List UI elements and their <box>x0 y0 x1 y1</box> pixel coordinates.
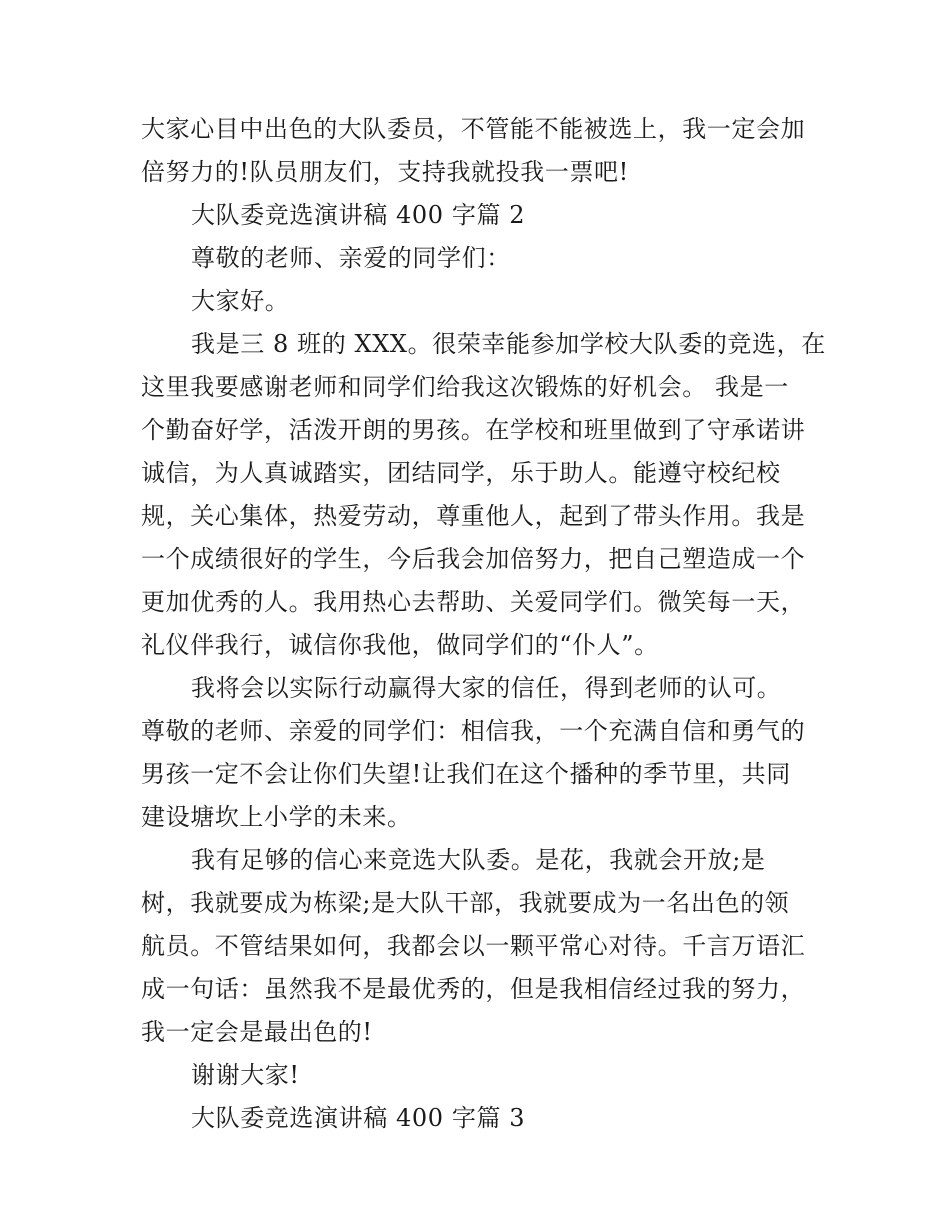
text-line: 航员。不管结果如何，我都会以一颗平常心对待。千言万语汇 <box>141 932 806 960</box>
speech-text-body <box>141 108 826 1140</box>
text-line: 我将会以实际行动赢得大家的信任，得到老师的认可。 <box>191 674 782 702</box>
greeting: 大家好。 <box>191 287 290 315</box>
text-line: 更加优秀的人。我用热心去帮助、关爱同学们。微笑每一天， <box>141 588 806 616</box>
text-line: 一个成绩很好的学生，今后我会加倍努力，把自己塑造成一个 <box>141 545 806 573</box>
salutation: 尊敬的老师、亲爱的同学们： <box>191 244 511 272</box>
text-line: 成一句话：虽然我不是最优秀的，但是我相信经过我的努力， <box>141 975 806 1003</box>
text-line: 我有足够的信心来竞选大队委。是花，我就会开放;是 <box>191 846 766 874</box>
text-line: 个勤奋好学，活泼开朗的男孩。在学校和班里做到了守承诺讲 <box>141 416 806 444</box>
text-line: 诚信，为人真诚踏实，团结同学，乐于助人。能遵守校纪校 <box>141 459 781 487</box>
text-line: 倍努力的!队员朋友们，支持我就投我一票吧! <box>141 158 629 186</box>
text-line: 男孩一定不会让你们失望!让我们在这个播种的季节里，共同 <box>141 760 791 788</box>
text-line: 树，我就要成为栋梁;是大队干部，我就要成为一名出色的领 <box>141 889 790 917</box>
text-line: 这里我要感谢老师和同学们给我这次锻炼的好机会。 我是一 <box>141 373 789 401</box>
section-heading-2: 大队委竞选演讲稿 400 字篇 2 <box>191 201 526 229</box>
text-line: 我一定会是最出色的! <box>141 1018 373 1046</box>
text-line: 尊敬的老师、亲爱的同学们：相信我，一个充满自信和勇气的 <box>141 717 806 745</box>
text-line: 规，关心集体，热爱劳动，尊重他人，起到了带头作用。我是 <box>141 502 806 530</box>
text-line: 礼仪伴我行，诚信你我他，做同学们的“仆人”。 <box>141 631 659 659</box>
text-line: 大家心目中出色的大队委员，不管能不能被选上，我一定会加 <box>141 115 806 143</box>
closing-thanks: 谢谢大家! <box>191 1061 300 1089</box>
text-line: 我是三 8 班的 XXX。很荣幸能参加学校大队委的竞选，在 <box>191 330 826 358</box>
text-line: 建设塘坎上小学的未来。 <box>141 803 412 831</box>
section-heading-3: 大队委竞选演讲稿 400 字篇 3 <box>191 1104 526 1132</box>
